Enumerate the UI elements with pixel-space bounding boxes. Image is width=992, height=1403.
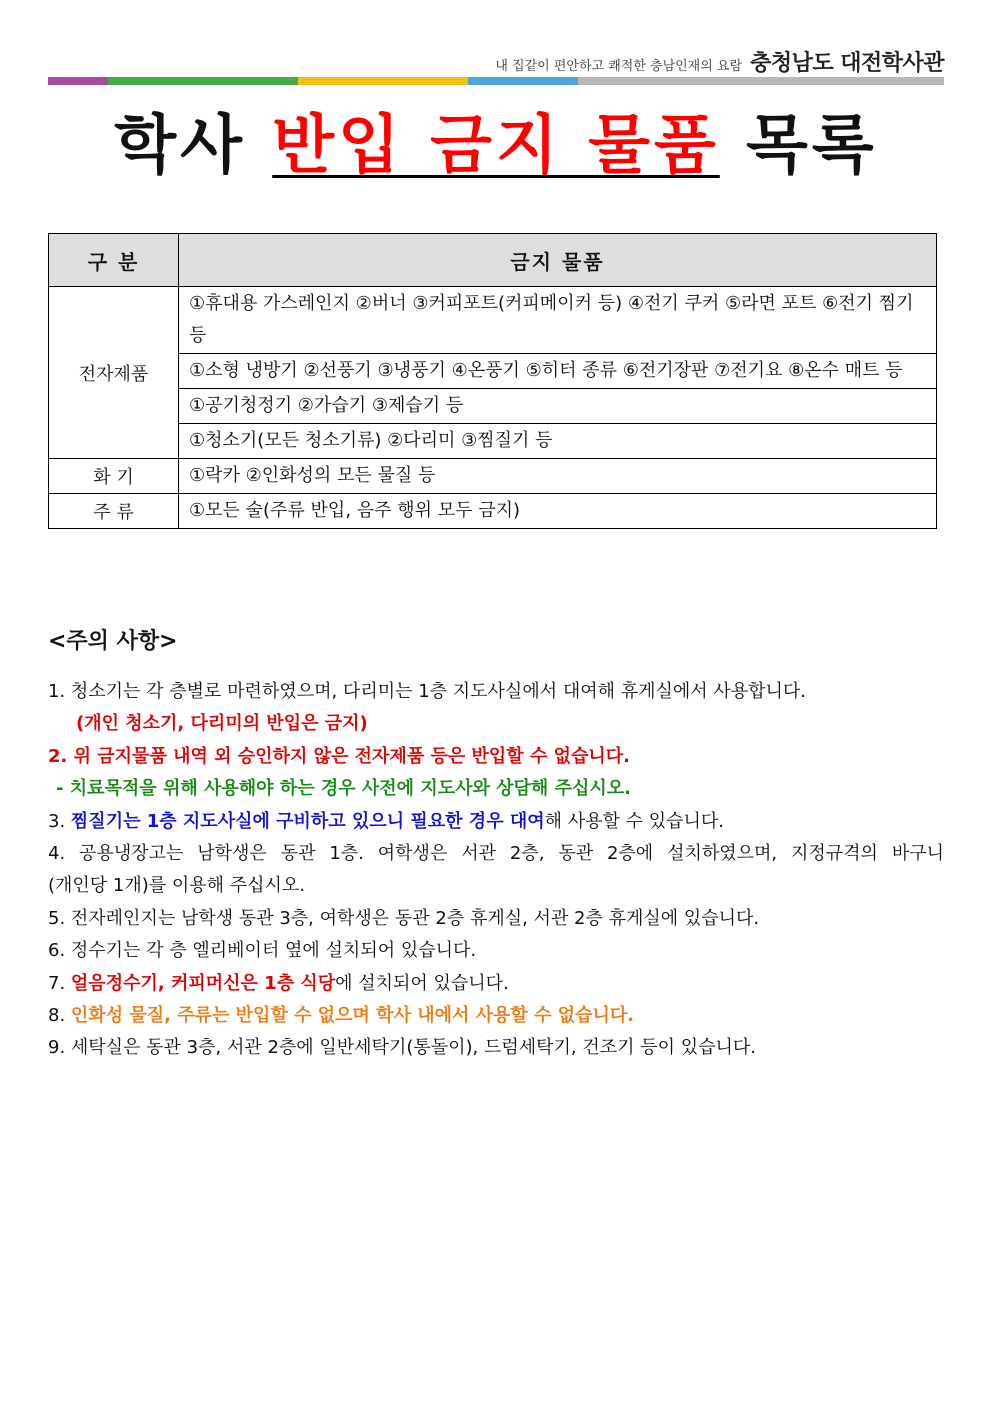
note-8-number: 8. (48, 1005, 66, 1027)
page-title (0, 108, 992, 184)
note-2: 2. 위 금지물품 내역 외 승인하지 않은 전자제품 등은 반입할 수 없습니다. (48, 745, 630, 767)
stripe-segment-gray (578, 77, 944, 85)
table-row (49, 389, 937, 424)
stripe-segment-blue (468, 77, 578, 85)
title-prefix: 학사 (114, 109, 246, 183)
note-3-highlight: 찜질기는 1층 지도사실에 구비하고 있으니 필요한 경우 대여 (70, 810, 545, 832)
note-3-rest: 해 사용할 수 있습니다. (544, 810, 725, 832)
prohibited-items-table (48, 233, 937, 529)
fire-items: ①락카 ②인화성의 모든 물질 등 (179, 459, 937, 494)
column-header-category: 구 분 (49, 234, 179, 287)
stripe-segment-purple (48, 77, 108, 85)
note-8-highlight: 인화성 물질, 주류는 반입할 수 없으며 학사 내에서 사용할 수 없습니다. (70, 1005, 635, 1027)
note-3 (48, 806, 944, 838)
note-6: 6. 정수기는 각 층 엘리베이터 옆에 설치되어 있습니다. (48, 940, 477, 962)
electronics-items-air: ①공기청정기 ②가습기 ③제습기 등 (179, 389, 937, 424)
note-1-sub: (개인 청소기, 다리미의 반입은 금지) (76, 713, 368, 735)
page-header (48, 44, 944, 90)
notes-list (48, 676, 944, 1065)
table-row (49, 459, 937, 494)
note-1: 1. 청소기는 각 층별로 마련하였으며, 다리미는 1층 지도사실에서 대여해 휴게실에서 사용합니다. (48, 681, 807, 702)
note-2-sub: - 치료목적을 위해 사용해야 하는 경우 사전에 지도사와 상담해 주십시오. (56, 778, 631, 800)
category-fire: 화 기 (49, 459, 179, 494)
header-color-stripe (48, 77, 944, 85)
note-4-line-2: (개인당 1개)를 이용해 주십시오. (48, 875, 306, 897)
electronics-items-climate: ①소형 냉방기 ②선풍기 ③냉풍기 ④온풍기 ⑤히터 종류 ⑥전기장판 ⑦전기요 ⑧온수 매트 등 (179, 354, 937, 389)
category-liquor: 주 류 (49, 494, 179, 529)
electronics-items-cooking: ①휴대용 가스레인지 ②버너 ③커피포트(커피메이커 등) ④전기 쿠커 ⑤라면 포트 ⑥전기 찜기 등 (179, 287, 937, 354)
notes-title: <주의 사항> (48, 629, 178, 654)
stripe-segment-green (108, 77, 298, 85)
stripe-segment-yellow (298, 77, 468, 85)
note-7-rest: 에 설치되어 있습니다. (335, 972, 509, 994)
category-electronics: 전자제품 (49, 287, 179, 459)
note-3-number: 3. (48, 810, 66, 832)
note-8 (48, 1000, 944, 1032)
liquor-items: ①모든 술(주류 반입, 음주 행위 모두 금지) (179, 494, 937, 529)
note-4-line-1: 4. 공용냉장고는 남학생은 동관 1층. 여학생은 서관 2층, 동관 2층에 설치하였으며, 지정규격의 바구니 (48, 843, 944, 865)
title-suffix: 목록 (746, 109, 878, 183)
note-5: 5. 전자레인지는 남학생 동관 3층, 여학생은 동관 2층 휴게실, 서관 2층 휴게실에 있습니다. (48, 907, 760, 929)
note-9: 9. 세탁실은 동관 3층, 서관 2층에 일반세탁기(통돌이), 드럼세탁기, 건조기 등이 있습니다. (48, 1037, 757, 1059)
note-7 (48, 968, 944, 1000)
column-header-items: 금지 물품 (179, 234, 937, 287)
table-row (49, 354, 937, 389)
note-7-number: 7. (48, 972, 66, 994)
table-row (49, 494, 937, 529)
title-highlight: 반입 금지 물품 (272, 109, 720, 183)
table-row (49, 287, 937, 354)
header-text (495, 46, 944, 77)
note-7-highlight: 얼음정수기, 커피머신은 1층 식당 (70, 972, 336, 994)
electronics-items-appliance: ①청소기(모든 청소기류) ②다리미 ③찜질기 등 (179, 424, 937, 459)
organization-name: 충청남도 대전학사관 (750, 51, 944, 76)
header-slogan: 내 집같이 편안하고 쾌적한 충남인재의 요람 (495, 59, 743, 74)
table-header-row (49, 234, 937, 287)
table-row (49, 424, 937, 459)
